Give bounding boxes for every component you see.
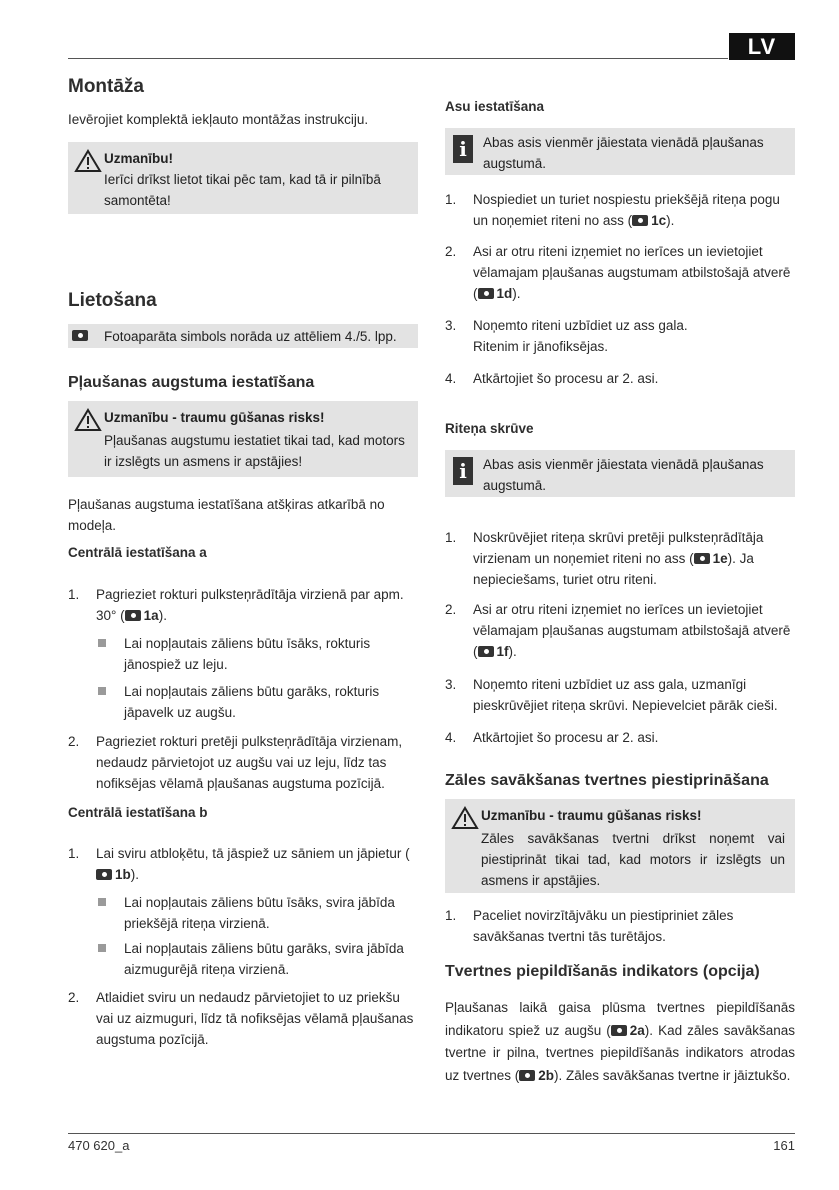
photo-note-box [68, 324, 418, 348]
subsection-central-b: Centrālā iestatīšana b [68, 805, 208, 820]
camera-icon [478, 646, 494, 657]
section-title-lietosana: Lietošana [68, 290, 157, 311]
subsection-axle: Asu iestatīšana [445, 99, 545, 114]
info-text: Abas asis vienmēr jāiestata vienādā pļaušanas augstumā. [483, 135, 764, 171]
section-title-mowing-height: Pļaušanas augstuma iestatīšana [68, 374, 315, 391]
camera-icon [72, 330, 88, 341]
warning-box-grass-box [445, 799, 795, 893]
bullet-icon [98, 639, 106, 647]
warning-text: Ierīci drīkst lietot tikai pēc tam, kad tā ir pilnībā samontēta! [104, 172, 381, 208]
warning-box-assembly [68, 142, 418, 214]
warning-icon [74, 149, 102, 173]
subsection-wheel-screw: Riteņa skrūve [445, 421, 534, 436]
intro-text: Pļaušanas augstuma iestatīšana atšķiras atkarībā no modeļa. [68, 497, 385, 533]
camera-icon [478, 288, 494, 299]
info-icon: i [453, 135, 473, 163]
section-title-montaza: Montāža [68, 76, 144, 97]
camera-icon [632, 215, 648, 226]
info-icon: i [453, 457, 473, 485]
info-box-wheel-screw [445, 450, 795, 497]
info-box-axle [445, 128, 795, 175]
warning-title: Uzmanību! [104, 151, 173, 166]
fill-indicator-text: Pļaušanas laikā gaisa plūsma tvertnes piepildīšanās indikatoru spiež uz augšu ( 2a). Kad zāles savākšanas tvertne ir pilna, tvertnes piepildīšanās indikators atrodas uz tvertnes ( 2b). Zāles savākšanas tvertne ir jāiztukšo. [445, 1000, 795, 1083]
header-rule [68, 58, 728, 59]
warning-text: Zāles savākšanas tvertni drīkst noņemt vai piestiprināt tikai tad, kad motors ir izslēgts un asmens ir apstājies. [481, 831, 785, 888]
section-title-grass-box: Zāles savākšanas tvertnes piestiprināšana [445, 772, 769, 789]
bullet-icon [98, 687, 106, 695]
photo-note: Fotoaparāta simbols norāda uz attēliem 4./5. lpp. [104, 329, 397, 344]
document-code: 470 620_a [68, 1138, 130, 1153]
warning-title: Uzmanību - traumu gūšanas risks! [104, 410, 325, 425]
warning-title: Uzmanību - traumu gūšanas risks! [481, 808, 702, 823]
camera-icon [96, 869, 112, 880]
language-tag: LV [729, 33, 795, 60]
warning-text: Pļaušanas augstumu iestatiet tikai tad, kad motors ir izslēgts un asmens ir apstājies! [104, 433, 405, 469]
footer-rule [68, 1133, 795, 1134]
warning-box-mowing-height [68, 401, 418, 477]
info-text: Abas asis vienmēr jāiestata vienādā pļaušanas augstumā. [483, 457, 764, 493]
camera-icon [611, 1025, 627, 1036]
page-number: 161 [773, 1138, 795, 1153]
subsection-central-a: Centrālā iestatīšana a [68, 545, 207, 560]
bullet-icon [98, 944, 106, 952]
bullet-icon [98, 898, 106, 906]
camera-icon [519, 1070, 535, 1081]
list-item: 1. Pagrieziet rokturi pulksteņrādītāja virzienā par apm. 30° ( 1a). [68, 587, 404, 623]
warning-icon [74, 408, 102, 432]
montaza-text: Ievērojiet komplektā iekļauto montāžas instrukciju. [68, 112, 369, 127]
section-title-fill-indicator: Tvertnes piepildīšanās indikators (opcija) [445, 963, 760, 980]
camera-icon [694, 553, 710, 564]
warning-icon [451, 806, 479, 830]
camera-icon [125, 610, 141, 621]
